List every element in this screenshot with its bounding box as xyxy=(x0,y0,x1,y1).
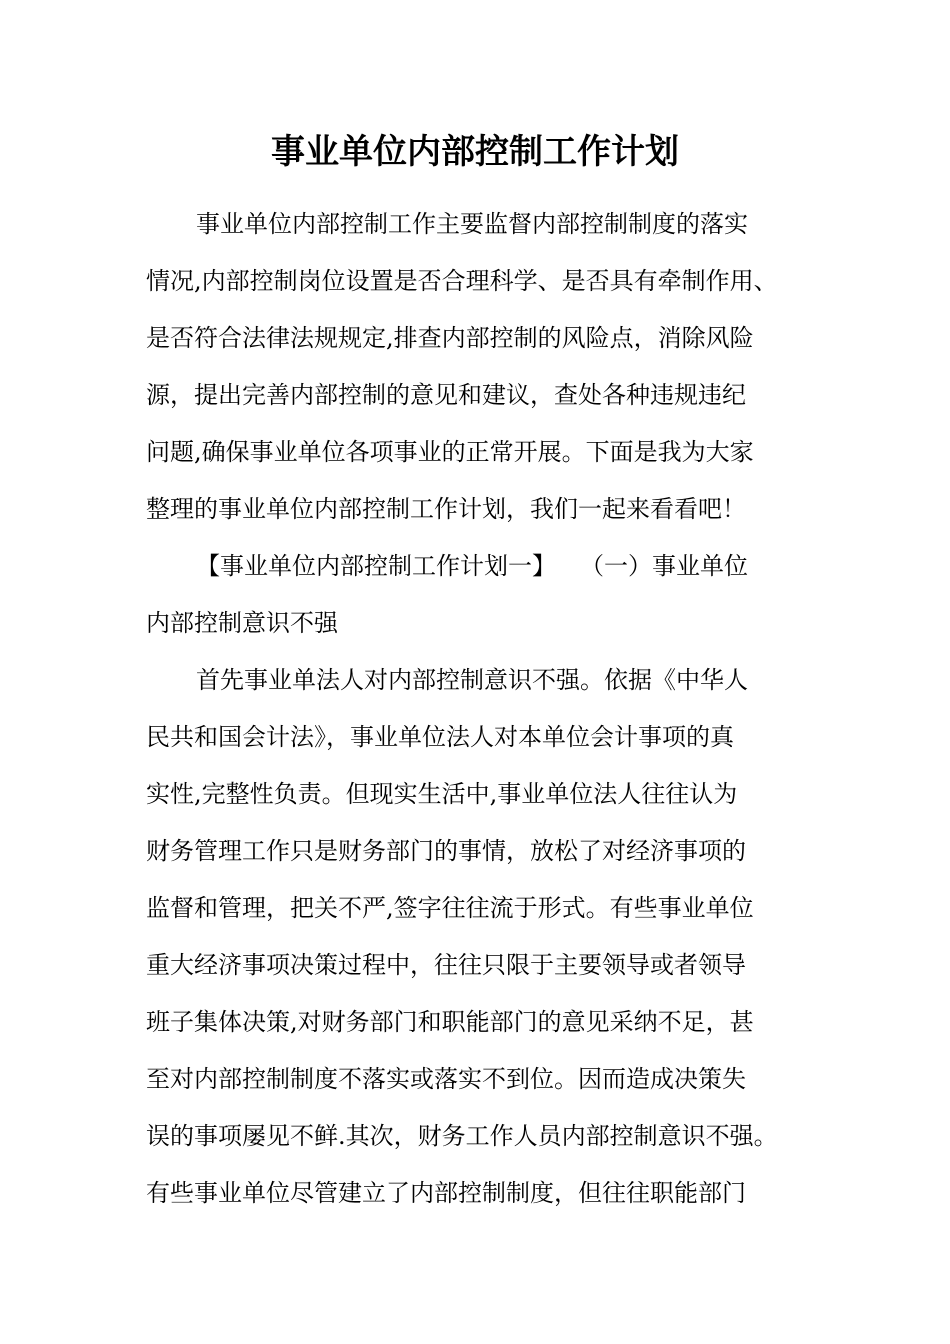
section-heading-line: 【事业单位内部控制工作计划一】 （一）事业单位 xyxy=(196,552,748,580)
paragraph-line: 监督和管理，把关不严,签字往往流于形式。有些事业单位 xyxy=(146,894,754,922)
section-heading-line: 内部控制意识不强 xyxy=(146,609,338,637)
paragraph-line: 是否符合法律法规规定,排查内部控制的风险点，消除风险 xyxy=(146,324,754,352)
paragraph-line: 实性,完整性负责。但现实生活中,事业单位法人往往认为 xyxy=(146,780,738,808)
paragraph-line: 源，提出完善内部控制的意见和建议，查处各种违规违纪 xyxy=(146,381,746,409)
paragraph-line: 有些事业单位尽管建立了内部控制制度，但往往职能部门 xyxy=(146,1179,746,1207)
paragraph-line: 整理的事业单位内部控制工作计划，我们一起来看看吧！ xyxy=(146,495,746,523)
paragraph-line: 至对内部控制制度不落实或落实不到位。因而造成决策失 xyxy=(146,1065,746,1093)
paragraph-line: 情况,内部控制岗位设置是否合理科学、是否具有牵制作用、 xyxy=(146,267,778,295)
paragraph-line: 班子集体决策,对财务部门和职能部门的意见采纳不足，甚 xyxy=(146,1008,754,1036)
paragraph-line: 重大经济事项决策过程中，往往只限于主要领导或者领导 xyxy=(146,951,746,979)
paragraph-line: 财务管理工作只是财务部门的事情，放松了对经济事项的 xyxy=(146,837,746,865)
paragraph-line: 问题,确保事业单位各项事业的正常开展。下面是我为大家 xyxy=(146,438,754,466)
paragraph-line: 事业单位内部控制工作主要监督内部控制制度的落实 xyxy=(196,210,748,238)
document-body xyxy=(146,196,826,1222)
document-title: 事业单位内部控制工作计划 xyxy=(271,132,679,172)
paragraph-line: 首先事业单法人对内部控制意识不强。依据《中华人 xyxy=(196,666,748,694)
paragraph-line: 误的事项屡见不鲜.其次，财务工作人员内部控制意识不强。 xyxy=(146,1122,778,1150)
paragraph-line: 民共和国会计法》，事业单位法人对本单位会计事项的真 xyxy=(146,723,734,751)
